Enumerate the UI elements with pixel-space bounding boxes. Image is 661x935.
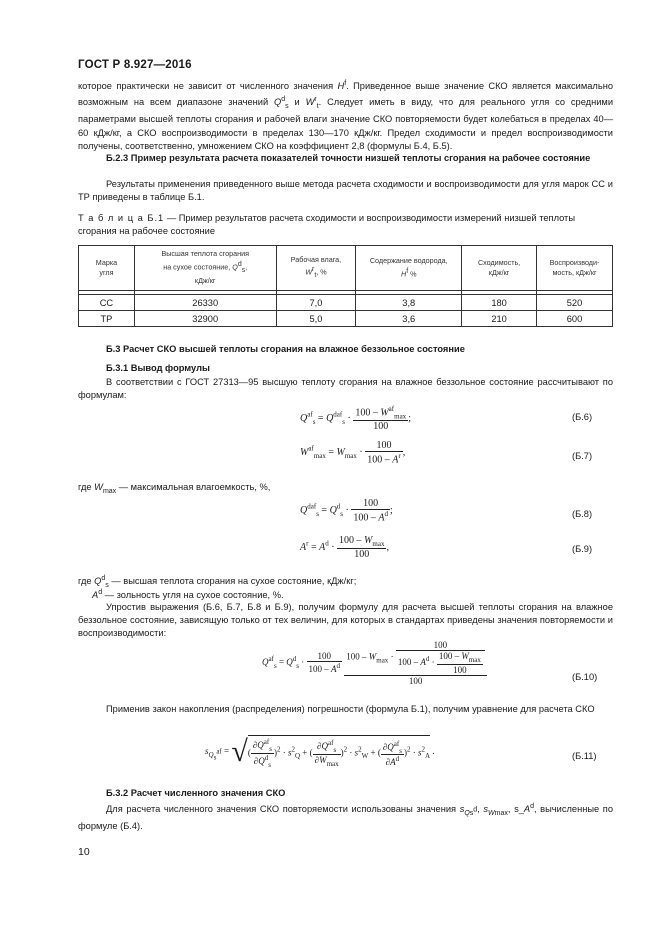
formula-b10: $Q^{af}_s = Q^d_s$ · $\frac{100}{100 - A^d}$ $100 - W_{max}$ · 100 $100 - A^d$ · $\frac{100 - W_{max}}{100}$ 100	[262, 640, 487, 686]
section-b32-title: Б.3.2 Расчет численного значения СКО	[106, 788, 286, 798]
col-header-reproducibility: Воспроизводи- мость, кДж/кг	[537, 246, 613, 291]
formula-b9-number: (Б.9)	[572, 544, 593, 554]
formula-b9: $A^r = A^d$ · $\frac{100 - W_{max}}{100}$ ,	[300, 535, 389, 560]
simplify-text: Упростив выражения (Б.6, Б.7, Б.8 и Б.9), получим формулу для расчета высшей теплоты сгорания на влажное беззольное состояние, зависящую только от тех величин, для которых в стандартах приведены значения повторяемости и воспроизводимости:	[78, 602, 613, 639]
formula-b8-number: (Б.8)	[572, 509, 593, 519]
cell-grade: ТР	[79, 311, 135, 327]
table-row	[79, 295, 613, 311]
formula-b8: $Q^{daf}_s = Q^d_s$ · $\frac{100}{100 - A^d}$ ;	[300, 498, 393, 524]
formula-b6-number: (Б.6)	[572, 412, 593, 422]
cell-repeatability: 180	[462, 295, 537, 311]
table-header-row	[79, 246, 613, 291]
page-number: 10	[78, 846, 90, 858]
section-b23-text: Результаты применения приведенного выше метода расчета сходимости и воспроизводимости для угля марок СС и ТР приведены в таблице Б.1.	[78, 179, 613, 203]
cell-grade: СС	[79, 295, 135, 311]
cell-moisture: 7,0	[276, 295, 356, 311]
formula-b10-number: (Б.10)	[572, 672, 598, 682]
cell-hydrogen: 3,8	[356, 295, 462, 311]
apply-text: Применив закон накопления (распределения) погрешности (формула Б.1), получим уравнение для расчета СКО	[106, 704, 595, 714]
cell-repeatability: 210	[462, 311, 537, 327]
table-row	[79, 311, 613, 327]
section-b31-title: Б.3.1 Вывод формулы	[106, 363, 210, 373]
section-b31-text: В соответствии с ГОСТ 27313—95 высшую теплоту сгорания на влажное беззольное состояние рассчитывают по формулам:	[78, 377, 613, 401]
cell-gross-heat: 26330	[134, 295, 276, 311]
intro-paragraph: которое практически не зависит от численного значения $H^f$. Приведенное выше значение СКО является максимально возможным на всем диапазоне значений $Q^d_s$ и $W^r_t$. Следует иметь в виду, что для реального угля со средними параметрами высшей теплоты сгорания и рабочей влаги значение СКО повторяемости будет колебаться в пределах 40—60 кДж/кг, а СКО воспроизводимости в пределах 130—170 кДж/кг. Предел сходимости и предел воспроизводимости получены, соответственно, умножением СКО на коэффициент 2,8 (формулы Б.4, Б.5).	[78, 80, 614, 151]
formula-b7-number: (Б.7)	[572, 451, 593, 461]
formula-b7: $W^{af}_{max} = W_{max}$ · $\frac{100}{100 - A^r}$ ,	[300, 440, 406, 466]
cell-reproducibility: 520	[537, 295, 613, 311]
section-b3-title: Б.3 Расчет СКО высшей теплоты сгорания на влажное беззольное состояние	[106, 344, 465, 354]
cell-gross-heat: 32900	[134, 311, 276, 327]
page-header: ГОСТ Р 8.927—2016	[78, 59, 192, 71]
where-q-text: где $Q^d_s$ — высшая теплота сгорания на сухое состояние, кДж/кг;	[78, 575, 357, 589]
col-header-gross-heat: Высшая теплота сгорания на сухое состояние, $Q^d_s$, кДж/кг	[134, 246, 276, 291]
col-header-hydrogen: Содержание водорода, $H^f$ %	[356, 246, 462, 291]
where-a-text: $A^d$ — зольность угля на сухое состояние, %.	[92, 589, 284, 601]
formula-b11-number: (Б.11)	[572, 751, 597, 761]
table-caption	[78, 212, 613, 238]
cell-moisture: 5,0	[276, 311, 356, 327]
cell-hydrogen: 3,6	[356, 311, 462, 327]
section-b23-title: Б.2.3 Пример результата расчета показателей точности низшей теплоты сгорания на рабочее состояние	[106, 153, 591, 163]
col-header-grade: Марка угля	[79, 246, 135, 291]
table-caption-text: — Пример результатов расчета сходимости и воспроизводимости измерений низшей теплоты сгорания на рабочее состояние	[78, 213, 575, 237]
results-table	[78, 245, 613, 327]
formula-b6: $Q^{af}_s = Q^{daf}_s$ · $\frac{100 - W^{af}_{max}}{100}$ ;	[300, 405, 411, 433]
table-caption-label: Т а б л и ц а Б.1	[78, 213, 165, 223]
formula-b11: $s_{Q_s^{af}}$ = √( $\frac{\partial Q^{af}_s}{\partial Q^d_s}$ )$^2 \cdot s^2_Q$ + ( $\frac{\partial Q^{af}_s}{\partial W_{max}}$ )$^2 \cdot s^2_W$ + ( $\frac{\partial Q^{af}_s}{\partial A^d}$ )$^2 \cdot s^2_A$ .	[205, 735, 435, 769]
where-w-text: где $W_{max}$ — максимальная влагоемкость, %,	[78, 482, 271, 495]
col-header-repeatability: Сходимость, кДж/кг	[462, 246, 537, 291]
cell-reproducibility: 600	[537, 311, 613, 327]
col-header-moisture: Рабочая влага, $W^r_t$, %	[276, 246, 356, 291]
section-b32-text: Для расчета численного значения СКО повторяемости использованы значения $s_{Qs^d}$, $s_{Wmax}$, $s\_A^d$, вычисленные по формуле (Б.4).	[78, 803, 613, 832]
